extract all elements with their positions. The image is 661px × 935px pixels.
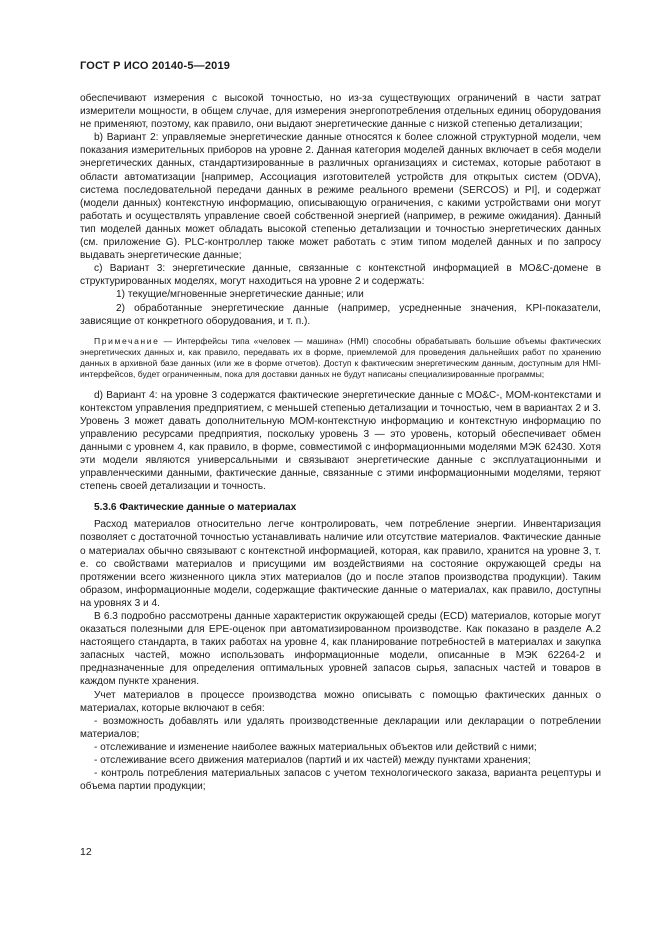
note bbox=[80, 336, 601, 381]
paragraph-continuation: обеспечивают измерения с высокой точностью, но из-за существующих ограничений в части затрат измерители мощности, в общем случае, для измерения энергопотребления отдельных единиц оборудования не применяют, поэтому, как правило, они выдают энергетические данные с низкой степенью детализации; bbox=[80, 93, 601, 131]
section-heading: 5.3.6 Фактические данные о материалах bbox=[94, 502, 297, 514]
list-item: - возможность добавлять или удалять производственные декларации или декларации о потреблении материалов; bbox=[80, 715, 601, 740]
page-number: 12 bbox=[80, 846, 92, 858]
paragraph-variant-2: b) Вариант 2: управляемые энергетические данные относятся к более сложной структурной модели, чем показания измерительных приборов на уровне 2. Данная категория моделей данных включает в себя модели энергетических данных, стандартизированные в различных организациях и системах, которые работают в области автоматизации [например, Ассоциация изготовителей устройств для открытых систем (ODVA), система последовательной передачи данных в режиме реального времени (SERCOS) и PI], и содержат (модели данных) контекстную информацию, описывающую ограничения, с какими устройствами они могут работать и осуществлять управление своей собственной энергией (например, в режиме ожидания). Данный тип моделей данных может обладать высокой степенью детализации и точностью энергетических данных (см. приложение G). PLC-контроллер также может работать с этим типом моделей данных и по запросу выдавать энергетические данные; bbox=[80, 132, 601, 262]
note-label: Примечание bbox=[94, 335, 160, 346]
document-header: ГОСТ Р ИСО 20140-5—2019 bbox=[80, 60, 231, 72]
note-text: — Интерфейсы типа «человек — машина» (HMI) способны обрабатывать большие объемы фактических энергетических данных и, как правило, передавать их в форме, приемлемой для проведения дальнейших работ по хранению данных в архивной базе данных (или же в форме отчетов). Доступ к фактическим энергетическим данным, доступным для HMI-интерфейсов, будет ограниченным, пока для доставки данных не будут написаны специализированные программы; bbox=[80, 335, 601, 380]
section-paragraph: В 6.3 подробно рассмотрены данные характеристик окружающей среды (ECD) материалов, которые могут оказаться полезными для EPE-оценок при автоматизированном производстве. Как показано в разделе A.2 настоящего стандарта, в таких работах на уровне 4, как планирование потребностей в материалах и закупка запасных частей, можно использовать информационные модели, описанные в МЭК 62264-2 и предназначенные для определения оптимальных уровней запасов сырья, запасных частей и товаров в каждом пункте хранения. bbox=[80, 611, 601, 688]
section-paragraph: Учет материалов в процессе производства можно описывать с помощью фактических данных о материалах, которые включают в себя: bbox=[80, 689, 601, 714]
list-item: - контроль потребления материальных запасов с учетом технологического заказа, варианта рецептуры и объема партии продукции; bbox=[80, 768, 601, 793]
sub-item-2: 2) обработанные энергетические данные (например, усредненные значения, KPI-показатели, зависящие от конкретного оборудования, и т. п.). bbox=[80, 302, 601, 327]
paragraph-variant-4: d) Вариант 4: на уровне 3 содержатся фактические энергетические данные с MO&C-, MOM-контекстами и контекстом управления предприятием, с меньшей степенью детализации и точностью, чем в вариантах 2 и 3. Уровень 3 может давать дополнительную MOM-контекстную информацию и контекстную информацию по управлению ресурсами предприятия, поскольку уровень 3 — это уровень, который обеспечивает обмен данными с уровнем 4, как правило, в форме, совместимой с информационными моделями МЭК 62430. Хотя эти модели являются универсальными и связывают энергетические данные с эксплуатационными и управленческими данными, фактические данные, связанные с этими информационными моделями, теряют степень своей детализации и точность. bbox=[80, 389, 601, 493]
sub-item-1: 1) текущие/мгновенные энергетические данные; или bbox=[116, 289, 364, 301]
list-item: - отслеживание всего движения материалов (партий и их частей) между пунктами хранения; bbox=[94, 755, 531, 767]
section-paragraph: Расход материалов относительно легче контролировать, чем потребление энергии. Инвентаризация позволяет с достаточной точностью устанавливать наличие или отсутствие материалов. Фактические данные о материалах обычно связывают с контекстной информацией, которая, как правило, хранится на уровне 3, т. е. со свойствами материалов и присущими им воздействиями на состояние окружающей среды на протяжении всего жизненного цикла этих материалов (до и после этапов производства продукции). Таким образом, информационные модели, содержащие фактические данные о материалах, как правило, доступны на уровнях 3 и 4. bbox=[80, 519, 601, 609]
paragraph-variant-3: c) Вариант 3: энергетические данные, связанные с контекстной информацией в MO&C-домене в структурированных моделях, могут находиться на уровне 2 и содержать: bbox=[80, 263, 601, 288]
list-item: - отслеживание и изменение наиболее важных материальных объектов или действий с ними; bbox=[94, 741, 537, 753]
page-body bbox=[80, 92, 601, 793]
